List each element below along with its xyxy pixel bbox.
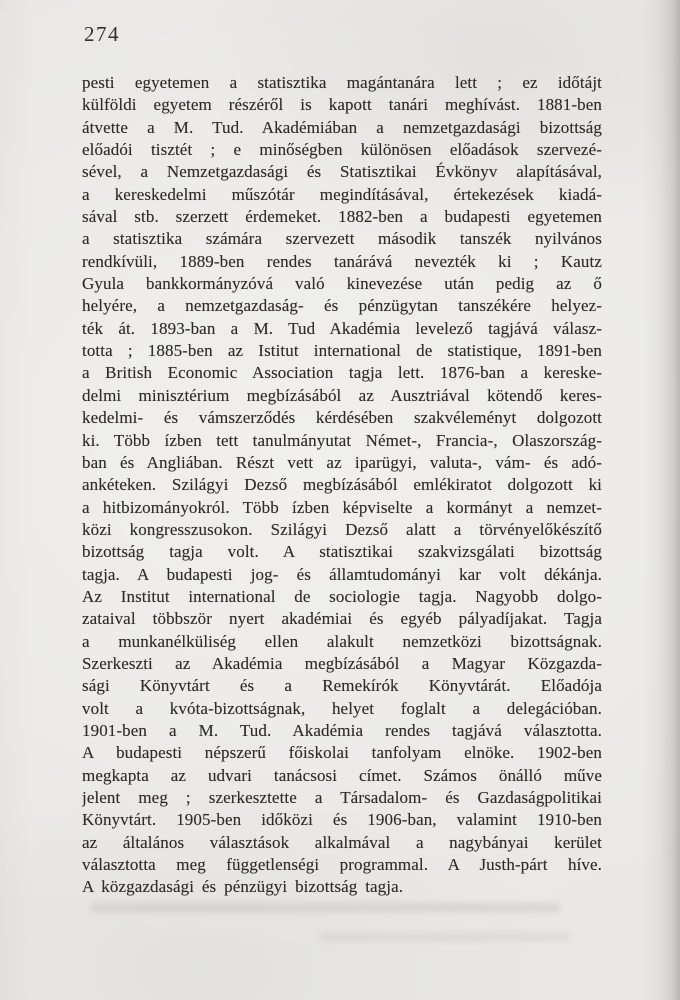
text-line: rendkívüli, 1889-ben rendes tanárává nevezték ki ; Kautz (82, 251, 602, 271)
text-line: bizottság tagja volt. A statisztikai szakvizsgálati bizottság (82, 542, 602, 562)
text-line: Könyvtárt. 1905-ben időközi és 1906-ban, valamint 1910-ben (82, 810, 602, 830)
ink-bleedthrough-smudge (90, 903, 560, 912)
text-line: a British Economic Association tagja lett. 1876-ban a kereske- (82, 363, 602, 383)
text-line: Szerkeszti az Akadémia megbízásából a Magyar Közgazda- (82, 653, 602, 673)
text-line: ki. Több ízben tett tanulmányutat Német-, Francia-, Olaszország- (82, 430, 602, 450)
text-line: totta ; 1885-ben az Istitut international de statistique, 1891-ben (82, 341, 602, 361)
text-line: átvette a M. Tud. Akadémiában a nemzetgazdasági bizottság (82, 117, 602, 137)
text-line: előadói tisztét ; e minőségben különösen előadások szervezé- (82, 140, 602, 160)
text-line: volt a kvóta-bizottságnak, helyet foglalt a delegációban. (82, 698, 602, 718)
text-line: A budapesti népszerű főiskolai tanfolyam elnöke. 1902-ben (82, 743, 602, 763)
text-line: választotta meg függetlenségi programmal. A Justh-párt híve. (82, 855, 602, 875)
text-line: Az Institut international de sociologie tagja. Nagyobb dolgo- (82, 586, 602, 606)
text-line: a hitbizományokról. Több ízben képviselte a kormányt a nemzet- (82, 497, 602, 517)
text-line: a munkanélküliség ellen alakult nemzetközi bizottságnak. (82, 631, 602, 651)
text-line: ban és Angliában. Részt vett az iparügyi, valuta-, vám- és adó- (82, 452, 602, 472)
text-line: A közgazdasági és pénzügyi bizottság tagja. (82, 877, 404, 897)
page-number: 274 (84, 22, 120, 46)
text-line: az általános választások alkalmával a nagybányai kerület (82, 832, 602, 852)
text-line: delmi minisztérium megbízásából az Ausztriával kötendő keres- (82, 385, 602, 405)
text-line: helyére, a nemzetgazdaság- és pénzügytan tanszékére helyez- (82, 296, 602, 316)
text-line: megkapta az udvari tanácsosi címet. Számos önálló műve (82, 765, 602, 785)
text-line: sági Könyvtárt és a Remekírók Könyvtárát. Előadója (82, 676, 602, 696)
ink-bleedthrough-smudge (320, 933, 570, 941)
text-line: zataival többször nyert akadémiai és egyéb pályadíjakat. Tagja (82, 609, 602, 629)
text-line: a statisztika számára szervezett második tanszék nyilvános (82, 229, 602, 249)
text-line: a kereskedelmi műszótár megindításával, értekezések kiadá- (82, 184, 602, 204)
text-line: közi kongresszusokon. Szilágyi Dezső alatt a törvényelőkészítő (82, 519, 602, 539)
text-line: ték át. 1893-ban a M. Tud Akadémia levelező tagjává válasz- (82, 318, 602, 338)
page-body-text (82, 72, 602, 899)
text-line: pesti egyetemen a statisztika magántanára lett ; ez időtájt (82, 73, 602, 92)
text-line: külföldi egyetem részéről is kapott tanári meghívást. 1881-ben (82, 95, 602, 115)
text-line: 1901-ben a M. Tud. Akadémia rendes tagjává választotta. (82, 720, 602, 740)
text-line: sával stb. szerzett érdemeket. 1882-ben a budapesti egyetemen (82, 207, 602, 227)
text-line: ankéteken. Szilágyi Dezső megbízásából emlékiratot dolgozott ki (82, 475, 602, 495)
text-line: Gyula bankkormányzóvá való kinevezése után pedig az ő (82, 274, 602, 294)
text-line: kedelmi- és vámszerződés kérdésében szakvéleményt dolgozott (82, 408, 602, 428)
text-line: jelent meg ; szerkesztette a Társadalom- és Gazdaságpolitikai (82, 788, 602, 807)
text-line: tagja. A budapesti jog- és államtudományi kar volt dékánja. (82, 564, 602, 584)
page-edge-shadow (642, 0, 680, 1000)
text-line: sével, a Nemzetgazdasági és Statisztikai Évkönyv alapításával, (82, 162, 602, 182)
